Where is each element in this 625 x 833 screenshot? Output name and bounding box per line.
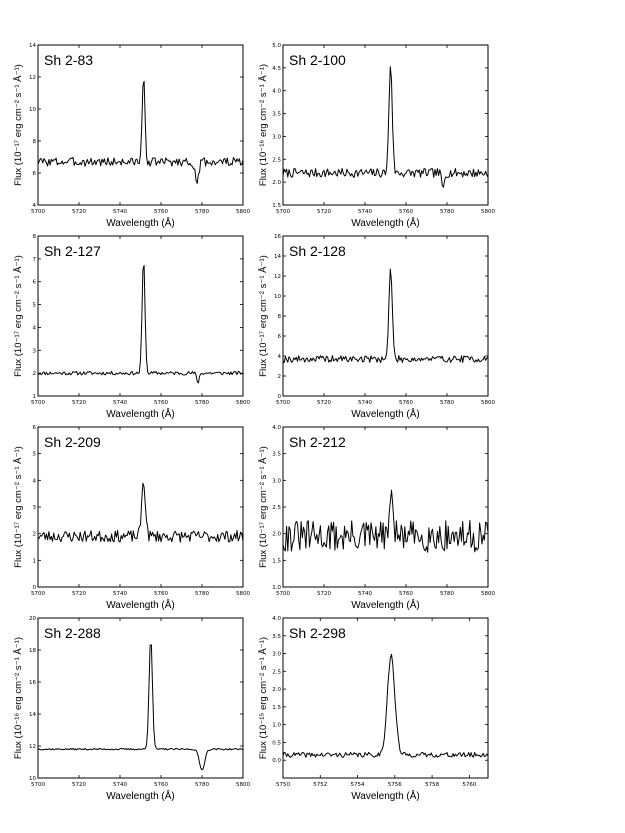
- y-tick-label: 3.5: [272, 633, 281, 640]
- y-tick-label: 16: [29, 680, 36, 686]
- x-tick-label: 5700: [276, 209, 290, 215]
- y-tick-label: 1.5: [272, 203, 281, 209]
- x-tick-label: 5700: [276, 591, 290, 597]
- y-tick-label: 2: [277, 374, 281, 380]
- y-tick-label: 14: [274, 254, 281, 260]
- x-tick-label: 5758: [425, 782, 440, 788]
- y-tick-label: 2: [32, 531, 36, 538]
- y-tick-label: 3.5: [272, 451, 281, 458]
- y-tick-label: 0.5: [272, 740, 281, 747]
- plot-frame: [38, 236, 243, 396]
- plot-frame: [283, 236, 488, 396]
- y-tick-label: 4: [32, 478, 36, 485]
- panel-title: Sh 2-288: [44, 625, 101, 641]
- y-tick-label: 7: [32, 256, 36, 263]
- x-axis-label: Wavelength (Å): [106, 218, 175, 229]
- spectrum-panel-7: [13, 616, 250, 802]
- x-tick-label: 5760: [399, 209, 413, 215]
- spectrum-panel-1: [13, 43, 250, 229]
- y-tick-label: 10: [29, 107, 36, 113]
- y-tick-label: 8: [277, 314, 281, 320]
- y-tick-label: 8: [32, 234, 36, 240]
- y-tick-label: 2: [32, 371, 36, 378]
- x-tick-label: 5740: [358, 591, 372, 597]
- x-tick-label: 5700: [31, 400, 45, 406]
- x-tick-label: 5800: [236, 591, 250, 597]
- x-tick-label: 5780: [195, 782, 209, 788]
- y-tick-label: 1.5: [272, 704, 281, 711]
- y-tick-label: 0: [32, 585, 36, 591]
- y-axis-label: Flux (10⁻¹⁷ erg cm⁻² s⁻¹ Å⁻¹): [258, 446, 269, 568]
- y-tick-label: 10: [274, 294, 281, 300]
- y-tick-label: 2.5: [272, 505, 281, 511]
- y-tick-label: 18: [29, 648, 36, 654]
- x-tick-label: 5780: [440, 400, 454, 406]
- y-tick-label: 0.0: [272, 758, 281, 765]
- y-tick-label: 16: [274, 234, 281, 240]
- y-tick-label: 10: [29, 776, 36, 782]
- y-tick-label: 3.0: [272, 651, 281, 658]
- y-tick-label: 4.0: [272, 616, 281, 622]
- spectrum-line: [283, 654, 488, 757]
- spectrum-panel-6: [258, 425, 495, 611]
- y-tick-label: 6: [32, 171, 36, 177]
- x-tick-label: 5760: [154, 400, 168, 406]
- plot-frame: [38, 618, 243, 778]
- x-axis-label: Wavelength (Å): [106, 600, 175, 611]
- y-tick-label: 0: [277, 394, 281, 400]
- y-tick-label: 3.5: [272, 111, 281, 118]
- y-tick-label: 2.0: [272, 180, 281, 187]
- y-tick-label: 1.0: [272, 585, 281, 591]
- y-tick-label: 4.5: [272, 65, 281, 72]
- y-tick-label: 8: [32, 139, 36, 145]
- x-axis-label: Wavelength (Å): [351, 791, 420, 802]
- x-tick-label: 5800: [481, 400, 495, 406]
- panel-title: Sh 2-212: [289, 434, 346, 450]
- y-tick-label: 2.0: [272, 531, 281, 538]
- spectrum-line: [283, 67, 488, 188]
- y-tick-label: 4.0: [272, 88, 281, 95]
- y-tick-label: 20: [29, 616, 36, 622]
- panel-title: Sh 2-209: [44, 434, 101, 450]
- spectrum-line: [38, 266, 243, 383]
- x-axis-label: Wavelength (Å): [106, 791, 175, 802]
- x-tick-label: 5740: [113, 782, 127, 788]
- spectrum-line: [38, 483, 243, 542]
- y-tick-label: 3.0: [272, 134, 281, 141]
- x-tick-label: 5740: [358, 400, 372, 406]
- y-tick-label: 3.0: [272, 478, 281, 485]
- x-tick-label: 5752: [313, 782, 328, 788]
- x-tick-label: 5800: [236, 400, 250, 406]
- x-tick-label: 5700: [31, 209, 45, 215]
- x-tick-label: 5760: [154, 782, 168, 788]
- y-tick-label: 5: [32, 451, 36, 458]
- x-tick-label: 5720: [72, 400, 86, 406]
- y-axis-label: Flux (10⁻¹⁵ erg cm⁻² s⁻¹ Å⁻¹): [258, 636, 269, 760]
- spectrum-panel-4: [258, 234, 495, 420]
- y-tick-label: 12: [274, 274, 281, 280]
- x-tick-label: 5780: [440, 209, 454, 215]
- x-tick-label: 5760: [399, 400, 413, 406]
- panel-title: Sh 2-128: [289, 243, 346, 259]
- x-tick-label: 5720: [317, 209, 331, 215]
- plot-frame: [283, 427, 488, 587]
- y-tick-label: 3: [32, 505, 36, 511]
- y-tick-label: 4: [277, 354, 281, 360]
- spectrum-panel-2: [258, 43, 495, 229]
- plot-frame: [38, 427, 243, 587]
- x-tick-label: 5800: [481, 591, 495, 597]
- y-tick-label: 5: [32, 302, 36, 309]
- y-tick-label: 4: [32, 203, 36, 209]
- y-tick-label: 4: [32, 325, 36, 332]
- plot-frame: [283, 45, 488, 205]
- x-tick-label: 5740: [358, 209, 372, 215]
- x-tick-label: 5760: [154, 209, 168, 215]
- x-tick-label: 5740: [113, 209, 127, 215]
- x-axis-label: Wavelength (Å): [106, 409, 175, 420]
- x-tick-label: 5720: [317, 591, 331, 597]
- spectrum-panel-5: [13, 425, 250, 611]
- x-tick-label: 5800: [236, 209, 250, 215]
- x-tick-label: 5760: [399, 591, 413, 597]
- y-axis-label: Flux (10⁻¹⁶ erg cm⁻² s⁻¹ Å⁻¹): [258, 63, 269, 187]
- y-tick-label: 12: [29, 744, 36, 750]
- y-axis-label: Flux (10⁻¹⁷ erg cm⁻² s⁻¹ Å⁻¹): [13, 255, 24, 377]
- panel-title: Sh 2-298: [289, 625, 346, 641]
- x-tick-label: 5780: [195, 591, 209, 597]
- x-tick-label: 5750: [276, 782, 290, 788]
- x-tick-label: 5700: [276, 400, 290, 406]
- x-tick-label: 5720: [317, 400, 331, 406]
- y-tick-label: 1.0: [272, 722, 281, 729]
- x-tick-label: 5800: [236, 782, 250, 788]
- plot-frame: [283, 618, 488, 778]
- y-tick-label: 12: [29, 75, 36, 81]
- panel-title: Sh 2-83: [44, 52, 94, 68]
- x-tick-label: 5700: [31, 782, 45, 788]
- x-tick-label: 5700: [31, 591, 45, 597]
- x-axis-label: Wavelength (Å): [351, 218, 420, 229]
- spectrum-panel-3: [13, 234, 250, 420]
- x-tick-label: 5800: [481, 209, 495, 215]
- y-axis-label: Flux (10⁻¹⁷ erg cm⁻² s⁻¹ Å⁻¹): [258, 255, 269, 377]
- y-axis-label: Flux (10⁻¹⁷ erg cm⁻² s⁻¹ Å⁻¹): [13, 446, 24, 568]
- spectrum-line: [38, 81, 243, 183]
- x-tick-label: 5754: [350, 782, 365, 788]
- x-tick-label: 5756: [387, 782, 402, 788]
- x-tick-label: 5720: [72, 209, 86, 215]
- x-tick-label: 5760: [462, 782, 477, 788]
- y-tick-label: 2.0: [272, 687, 281, 694]
- x-axis-label: Wavelength (Å): [351, 600, 420, 611]
- y-tick-label: 5.0: [272, 43, 281, 49]
- plot-frame: [38, 45, 243, 205]
- y-tick-label: 2.5: [272, 669, 281, 676]
- spectrum-line: [283, 490, 488, 552]
- y-tick-label: 3: [32, 348, 36, 355]
- x-tick-label: 5780: [195, 400, 209, 406]
- x-axis-label: Wavelength (Å): [351, 409, 420, 420]
- y-tick-label: 14: [29, 712, 36, 718]
- spectrum-panel-8: [258, 616, 488, 802]
- y-tick-label: 1.5: [272, 558, 281, 565]
- y-tick-label: 6: [277, 334, 281, 340]
- panel-title: Sh 2-127: [44, 243, 101, 259]
- y-tick-label: 1: [32, 558, 36, 565]
- x-tick-label: 5740: [113, 591, 127, 597]
- x-tick-label: 5760: [154, 591, 168, 597]
- y-tick-label: 1: [32, 394, 36, 400]
- x-tick-label: 5780: [440, 591, 454, 597]
- x-tick-label: 5780: [195, 209, 209, 215]
- y-tick-label: 4.0: [272, 425, 281, 431]
- y-axis-label: Flux (10⁻¹⁷ erg cm⁻² s⁻¹ Å⁻¹): [13, 64, 24, 186]
- y-axis-label: Flux (10⁻¹⁶ erg cm⁻² s⁻¹ Å⁻¹): [13, 636, 24, 760]
- y-tick-label: 14: [29, 43, 36, 49]
- x-tick-label: 5720: [72, 591, 86, 597]
- y-tick-label: 6: [32, 279, 36, 286]
- spectrum-line: [38, 645, 243, 770]
- x-tick-label: 5740: [113, 400, 127, 406]
- spectrum-line: [283, 269, 488, 363]
- panel-title: Sh 2-100: [289, 52, 346, 68]
- x-tick-label: 5720: [72, 782, 86, 788]
- y-tick-label: 6: [32, 425, 36, 431]
- y-tick-label: 2.5: [272, 157, 281, 164]
